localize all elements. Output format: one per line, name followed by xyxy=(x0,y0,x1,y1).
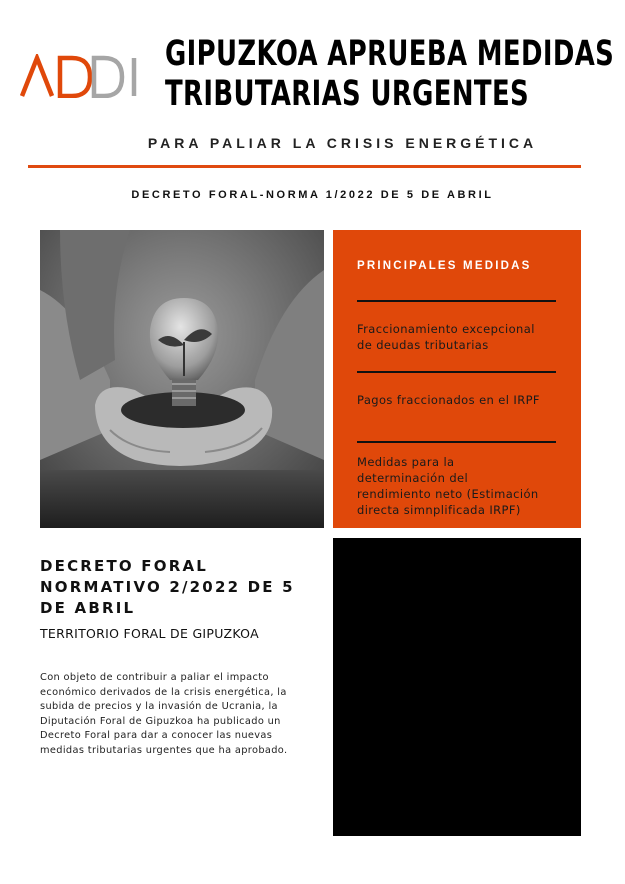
orange-divider xyxy=(28,165,581,168)
addi-logo[interactable] xyxy=(20,54,140,98)
measures-divider xyxy=(357,371,556,373)
measure-item-2: Pagos fraccionados en el IRPF xyxy=(357,393,540,407)
title-line-2: TRIBUTARIAS URGENTES xyxy=(165,74,530,114)
page-subtitle: PARA PALIAR LA CRISIS ENERGÉTICA xyxy=(147,135,538,151)
decree-heading: DECRETO FORAL NORMATIVO 2/2022 DE 5 DE ABRIL xyxy=(40,557,295,617)
principal-measures-panel xyxy=(333,230,581,528)
page-title xyxy=(165,34,615,114)
measures-divider xyxy=(357,300,556,302)
measures-divider xyxy=(357,441,556,443)
black-panel xyxy=(333,538,581,836)
measure-item-3: Medidas para la determinación del rendimiento neto (Estimación directa simnplificada IRPF) xyxy=(357,455,539,517)
title-line-1: GIPUZKOA APRUEBA MEDIDAS xyxy=(165,34,615,74)
decree-reference: DECRETO FORAL-NORMA 1/2022 DE 5 DE ABRIL xyxy=(131,189,494,201)
measures-heading: PRINCIPALES MEDIDAS xyxy=(357,260,532,272)
decree-body-text: Con objeto de contribuir a paliar el impacto económico derivados de la crisis energética, la subida de precios y la invasión de Ucrania, la Diputación Foral de Gipuzkoa ha publicado un Decreto Foral para dar a conocer las nuevas medidas tributarias urgentes que ha aprobado. xyxy=(40,672,288,756)
territory-label: TERRITORIO FORAL DE GIPUZKOA xyxy=(40,626,259,641)
measure-item-1: Fraccionamiento excepcional de deudas tributarias xyxy=(357,322,535,352)
lightbulb-plant-in-hands-photo xyxy=(40,230,324,528)
